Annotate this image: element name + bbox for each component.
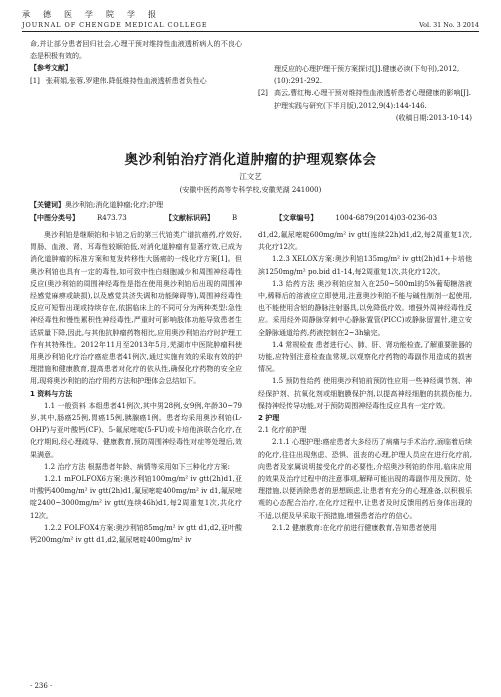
article-no-label: 【文章编号】 bbox=[275, 213, 318, 222]
affiliation: (安徽中医药高等专科学校,安徽芜湖 241000) bbox=[179, 186, 322, 194]
classification-line bbox=[30, 213, 480, 223]
doc-code: B bbox=[232, 214, 238, 222]
article-title: 奥沙利铂治疗消化道肿瘤的护理观察体会 bbox=[124, 152, 377, 168]
author: 江文艺 bbox=[239, 172, 262, 181]
header-divider bbox=[22, 31, 479, 32]
body-paragraph: 1.2 治疗方法 根据患者年龄、病情等采用如下三种化疗方案: bbox=[44, 462, 230, 471]
previous-article-paragraph: 命,并让部分患者回归社会,心理干预对维持性血液透析病人的不良心态是积极有效的。 bbox=[30, 40, 242, 61]
body-paragraph: 2.1.2 健康教育:在化疗前进行健康教育,告知患者使用 bbox=[272, 523, 437, 532]
reference-item: 理反应的心理护理干预方案探讨[J].健康必读(下旬刊),2012,(10):291-292. bbox=[274, 65, 460, 86]
body-paragraph: 1.1 一般资料 本组患者41例次,其中男28例,女9例,年龄30~79岁,其中,肠癌25例,胃癌15例,胰腺癌1例。患者均采用奥沙利铂(L-OHP)与亚叶酸钙(CF)、5-氟尿嘧啶(5-FU)或卡培他滨联合化疗,在化疗期间,经心理疏导、健康教育,预防周围神经毒性对症等处理后,效果满意。 bbox=[30, 401, 242, 459]
article-no: 1004-6879(2014)03-0236-03 bbox=[335, 214, 438, 222]
section-heading: 2 护理 bbox=[258, 414, 280, 423]
body-right-column bbox=[258, 229, 472, 534]
keywords-label: 【关键词】 bbox=[30, 200, 65, 209]
body-paragraph: 1.3 给药方法 奥沙利铂应加入在250~500ml的5%葡萄糖溶液中,稀释后的溶液应立即使用,注意奥沙利铂不能与碱性制剂一起使用,也不能使用含铝的静脉注射器具,以免降低疗效。增强外周神经毒性反应。采用经外周静脉穿刺中心静脉置管(PICC)或静脉留置针,建立安全静脉通道给药,药液控制在2~3h输完。 bbox=[258, 279, 472, 337]
clc-code: R473.73 bbox=[97, 214, 127, 222]
clc-label: 【中图分类号】 bbox=[30, 213, 79, 222]
previous-article-end bbox=[30, 38, 242, 87]
body-paragraph: 1.2.3 XELOX方案:奥沙利铂135mg/m² iv gtt(2h)d1+卡培他滨1250mg/m² po.bid d1-14,每2周重复1次,共化疗12次。 bbox=[258, 255, 472, 276]
references-continued bbox=[258, 63, 472, 124]
reference-item: [2] 高云,曹红梅.心理干预对维持性血液透析患者心理健康的影响[J].护理实践与研究(下半月版),2012,9(4):144-146. bbox=[258, 89, 471, 110]
body-paragraph: 1.4 常规检查 患者进行心、肺、肝、肾功能检查,了解重要脏器的功能,应特别注意检查血常规,以观察化疗药物的毒副作用造成的损害情况。 bbox=[258, 340, 472, 374]
journal-name-cn: 承德医学院学报 bbox=[22, 10, 169, 19]
body-paragraph: 2.1.1 心理护理:癌症患者大多经历了病痛与手术治疗,面临着后续的化疗,往往出现焦虑、恐惧、沮丧的心理,护理人员应在进行化疗前,向患者及家属说明接受化疗的必要性,介绍奥沙利铂的作用,临床应用的效果及治疗过程中的注意事项,解释可能出现的毒副作用及预防、处理措施,以便消除患者的思想顾虑,让患者有充分的心理准备,以积极乐观的心态配合治疗,在化疗过程中,让患者及时反馈用药后身体出现的不适,以便及早采取干预措施,增强患者治疗的信心。 bbox=[258, 438, 472, 520]
body-paragraph: d1,d2,氟尿嘧啶600mg/m² iv gtt(连续22h)d1,d2,每2周重复1次,共化疗12次。 bbox=[258, 231, 472, 252]
references-heading: 【参考文献】 bbox=[30, 63, 72, 73]
intro-paragraph: 奥沙利铂是继顺铂和卡铂之后的第三代铂类广谱抗癌药,疗效好,胃肠、血液、肾、耳毒性较顺铂低,对消化道肿瘤有显著疗效,已成为消化道肿瘤的标准方案和复发转移性大肠癌的一线化疗方案[1]。但奥沙利铂也具有一定的毒性,如可致中性白细胞减少和周围神经毒性反应(奥沙利铂的周围神经毒性是指在使用奥沙利铂后出现的周围神经感觉麻痹或缺损),以及感觉共济失调和功能障碍等),周围神经毒性反应可短暂出现或持续存在,依据临床上的不同可分为两种类型:急性神经毒性和慢性累积性神经毒性,严重时可影响肢体功能导致患者生活质量下降,因此,与其他抗肿瘤药物相比,应用奥沙利铂治疗时护理工作有其特殊性。2012年11月至2013年5月,芜湖市中医院肿瘤科使用奥沙利铂化疗治疗癌症患者41例次,通过实施有效的采取有效的护理措施和健康教育,提高患者对化疗的依从性,确保化疗药物的安全应用,现将奥沙利铂的治疗用药方法和护理体会总结如下。 bbox=[30, 231, 242, 386]
section-heading: 1 资料与方法 bbox=[30, 389, 73, 398]
received-date: (收稿日期:2013-10-14) bbox=[395, 113, 472, 122]
keywords-line bbox=[30, 200, 163, 210]
subsection-heading: 2.1 化疗前护理 bbox=[258, 426, 307, 435]
doc-code-label: 【文献标识码】 bbox=[165, 213, 214, 222]
page-number: · 236 · bbox=[30, 682, 53, 690]
body-left-column bbox=[30, 229, 242, 546]
body-paragraph: 1.2.2 FOLFOX4方案:奥沙利铂85mg/m² iv gtt d1,d2,亚叶酸钙200mg/m² iv gtt d1,d2,氟尿嘧啶400mg/m² iv bbox=[30, 523, 242, 545]
journal-name-en: JOURNAL OF CHENGDE MEDICAL COLLEGE bbox=[22, 21, 208, 29]
body-paragraph: 1.2.1 mFOLFOX6方案:奥沙利铂100mg/m² iv gtt(2h)d1,亚叶酸钙400mg/m² iv gtt(2h)d1,氟尿嘧啶400mg/m² iv d1,氟尿嘧啶2400~3000mg/m² iv gtt(连续46h)d1,每2周重复1次,共化疗12次。 bbox=[30, 475, 242, 520]
reference-item: [1] 张莉娟,张蓉,罗建伟.降低维持性血液透析患者负性心 bbox=[30, 76, 207, 85]
keywords: 奥沙利铂;消化道肿瘤;化疗;护理 bbox=[65, 201, 164, 209]
volume-info: Vol. 31 No. 3 2014 bbox=[419, 21, 479, 29]
body-paragraph: 1.5 预防性给药 使用奥沙利铂前预防性应用一些神经调节剂、神经保护剂、抗氧化剂或细胞膜保护剂,以提高神经细胞的抗损伤能力,保持神经传导功能,对于预防周围神经毒性反应具有一定疗效。 bbox=[258, 377, 472, 410]
